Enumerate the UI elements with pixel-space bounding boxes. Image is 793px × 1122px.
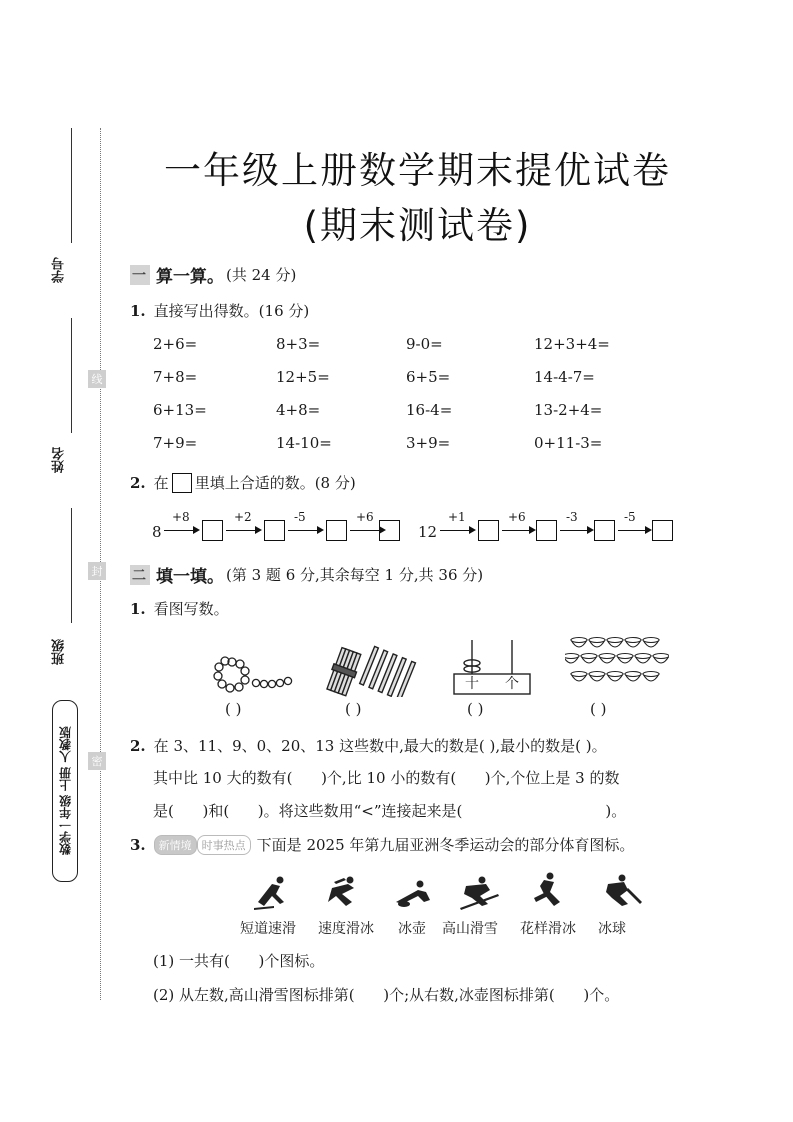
number-chain-1 — [150, 510, 410, 548]
new-context-tag: 新情境 — [154, 835, 197, 855]
edition-label: 数学一年级 上册 人教版 — [52, 700, 78, 882]
icon-label-speed-skating: 速度滑冰 — [318, 921, 374, 937]
arithmetic-expression: 7+8= — [153, 368, 198, 386]
question-1-1: 1. 直接写出得数。(16 分) — [130, 302, 310, 320]
answer-blank[interactable]: ( ) — [225, 700, 242, 718]
answer-box[interactable] — [536, 520, 557, 541]
bowls-icon — [565, 630, 669, 694]
chain-2-op: +6 — [508, 510, 526, 524]
question-2-2: 2. 在 3、11、9、0、20、13 这些数中,最大的数是( ),最小的数是( )。 — [130, 737, 607, 755]
name-label: 姓名 — [52, 447, 67, 473]
page-subtitle: (期末测试卷) — [303, 204, 532, 247]
seal-mark-line: 线 — [88, 370, 106, 388]
chain-1-op: +8 — [172, 510, 190, 524]
answer-box[interactable] — [594, 520, 615, 541]
answer-box[interactable] — [264, 520, 285, 541]
arrow-icon — [560, 530, 592, 531]
question-2-1: 1. 看图写数。 — [130, 600, 229, 618]
student-id-label: 学号 — [52, 257, 67, 283]
section-2-heading — [130, 562, 483, 587]
icon-label-alpine-skiing: 高山滑雪 — [442, 921, 498, 937]
icon-label-ice-hockey: 冰球 — [598, 921, 626, 937]
section-1-score: (共 24 分) — [226, 266, 297, 284]
arithmetic-expression: 12+5= — [276, 368, 330, 386]
section-1-title: 算一算。 — [156, 267, 224, 287]
arithmetic-expression: 7+9= — [153, 434, 198, 452]
answer-box[interactable] — [202, 520, 223, 541]
ice-hockey-icon — [606, 875, 642, 907]
arithmetic-expression: 4+8= — [276, 401, 321, 419]
arrow-icon — [164, 530, 198, 531]
arithmetic-expression: 0+11-3= — [534, 434, 603, 452]
sport-pictograms — [250, 872, 650, 912]
chain-1-op: -5 — [294, 510, 306, 524]
answer-blank[interactable]: ( ) — [345, 700, 362, 718]
page-title: 一年级上册数学期末提优试卷 — [164, 149, 671, 192]
question-2-3-sub1: (1) 一共有( )个图标。 — [153, 952, 325, 970]
arrow-icon — [618, 530, 650, 531]
answer-blank[interactable]: ( ) — [467, 700, 484, 718]
arithmetic-expression: 6+13= — [153, 401, 207, 419]
stick-bundle-icon — [322, 645, 422, 697]
seal-mark-seal: 封 — [88, 562, 106, 580]
arrow-icon — [502, 530, 534, 531]
class-field-line — [71, 508, 72, 623]
chain-2-op: -3 — [566, 510, 578, 524]
question-2-2-line2: 其中比 10 大的数有( )个,比 10 小的数有( )个,个位上是 3 的数 — [153, 769, 620, 787]
arithmetic-expression: 14-4-7= — [534, 368, 595, 386]
seal-mark-secret: 密 — [88, 752, 106, 770]
arithmetic-expression: 14-10= — [276, 434, 332, 452]
bead-ring-icon — [210, 654, 300, 694]
chain-2-op: +1 — [448, 510, 466, 524]
speed-skating-icon — [328, 877, 354, 907]
abacus-ones-label: 个 — [505, 676, 519, 692]
number-chain-2 — [418, 510, 678, 548]
answer-box[interactable] — [478, 520, 499, 541]
answer-box[interactable] — [326, 520, 347, 541]
section-2-badge: 二 — [130, 565, 150, 585]
icon-label-figure-skating: 花样滑冰 — [520, 921, 576, 937]
question-2-3-sub2: (2) 从左数,高山滑雪图标排第( )个;从右数,冰壶图标排第( )个。 — [153, 986, 620, 1004]
chain-1-op: +2 — [234, 510, 252, 524]
arithmetic-expression: 9-0= — [406, 335, 443, 353]
curling-icon — [396, 881, 430, 908]
figure-skating-icon — [534, 873, 560, 907]
section-2-score: (第 3 题 6 分,其余每空 1 分,共 36 分) — [226, 566, 484, 584]
name-field-line — [71, 318, 72, 433]
chain-1-start: 8 — [152, 523, 162, 541]
icon-label-curling: 冰壶 — [398, 921, 426, 937]
question-2-2-line3: 是( )和( )。将这些数用“<”连接起来是( )。 — [153, 802, 627, 820]
abacus-icon — [450, 638, 532, 696]
chain-2-start: 12 — [418, 523, 438, 541]
answer-blank[interactable]: ( ) — [590, 700, 607, 718]
icon-label-short-track: 短道速滑 — [240, 921, 296, 937]
arithmetic-expression: 16-4= — [406, 401, 453, 419]
arithmetic-expression: 2+6= — [153, 335, 198, 353]
chain-2-op: -5 — [624, 510, 636, 524]
question-2-3: 3. 新情境 时事热点 下面是 2025 年第九届亚洲冬季运动会的部分体育图标。 — [130, 835, 635, 854]
arrow-icon — [288, 530, 322, 531]
section-1-badge: 一 — [130, 265, 150, 285]
current-events-tag: 时事热点 — [197, 835, 251, 855]
arrow-icon — [440, 530, 474, 531]
arithmetic-expression: 13-2+4= — [534, 401, 603, 419]
short-track-icon — [254, 877, 284, 911]
question-1-2: 2. 在 里填上合适的数。(8 分) — [130, 473, 356, 492]
section-2-title: 填一填。 — [156, 567, 224, 587]
arithmetic-expression: 8+3= — [276, 335, 321, 353]
alpine-skiing-icon — [460, 877, 499, 911]
arithmetic-expression: 12+3+4= — [534, 335, 610, 353]
arrow-icon — [226, 530, 260, 531]
answer-box[interactable] — [652, 520, 673, 541]
sample-box-icon — [172, 473, 192, 493]
arithmetic-expression: 3+9= — [406, 434, 451, 452]
section-1-heading — [130, 262, 296, 287]
chain-1-op: +6 — [356, 510, 374, 524]
abacus-tens-label: 十 — [465, 676, 479, 692]
arithmetic-expression: 6+5= — [406, 368, 451, 386]
answer-box[interactable] — [379, 520, 400, 541]
class-label: 班级 — [52, 639, 67, 665]
